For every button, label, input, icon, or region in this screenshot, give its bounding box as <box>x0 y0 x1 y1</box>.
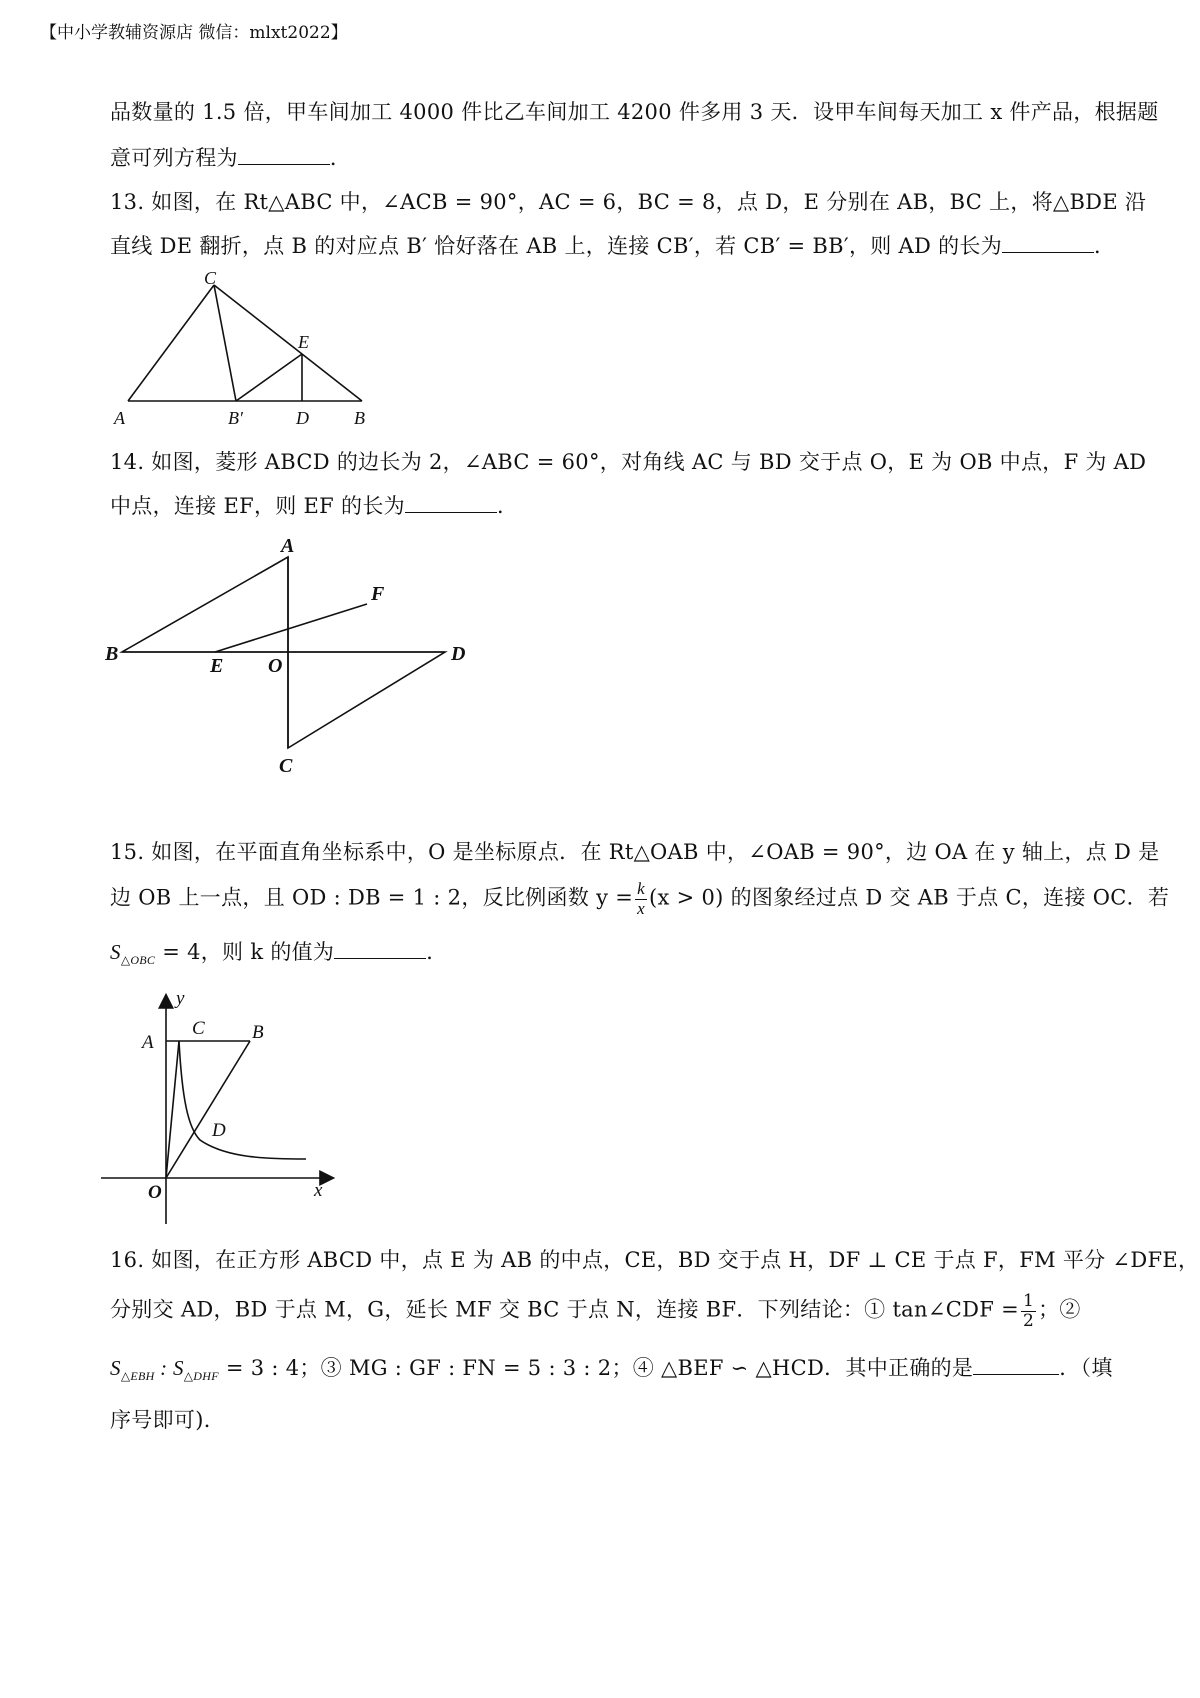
label-B: B <box>105 643 119 665</box>
q14-text: 中点，连接 EF，则 EF 的长为 <box>110 494 405 518</box>
area-subscript-DHF: △DHF <box>183 1369 219 1383</box>
answer-blank <box>405 511 497 513</box>
q16-line1: 16. 如图，在正方形 ABCD 中，点 E 为 AB 的中点，CE，BD 交于点 H，DF ⊥ CE 于点 F，FM 平分 ∠DFE， <box>110 1248 1200 1272</box>
label-C: C <box>192 1018 205 1039</box>
segment-CB <box>214 285 362 401</box>
label-Bprime: B′ <box>228 408 243 428</box>
q14-figure <box>105 532 485 782</box>
answer-blank <box>1002 251 1094 253</box>
q12-period: ． <box>329 146 352 170</box>
q13-period: ． <box>1094 234 1116 258</box>
q16-text-a: 分别交 AD，BD 于点 M，G，延长 MF 交 BC 于点 N，连接 BF．下列结论：① tan∠CDF = <box>110 1297 1019 1322</box>
label-x: x <box>314 1180 323 1201</box>
q14-period: ． <box>496 494 519 518</box>
q15-line3 <box>110 936 448 968</box>
fraction-one-half <box>1021 1292 1036 1330</box>
q15-figure <box>96 988 366 1233</box>
label-C: C <box>279 755 293 777</box>
segment-OC <box>166 1041 179 1178</box>
area-symbol: S <box>110 1356 121 1380</box>
q16-text-b: ；② <box>1038 1297 1081 1322</box>
q16-line2 <box>110 1292 1081 1330</box>
q15-text-a: 边 OB 上一点，且 OD : DB = 1 : 2，反比例函数 y = <box>110 885 634 910</box>
label-F: F <box>371 583 385 605</box>
segment-AC <box>128 285 214 401</box>
answer-blank <box>973 1373 1059 1375</box>
q15-line1: 15. 如图，在平面直角坐标系中，O 是坐标原点．在 Rt△OAB 中，∠OAB = 90°，边 OA 在 y 轴上，点 D 是 <box>110 840 1160 864</box>
label-A: A <box>114 408 125 428</box>
q13-figure <box>110 268 410 438</box>
q12-line2 <box>110 142 351 172</box>
q13-text: 直线 DE 翻折，点 B 的对应点 B′ 恰好落在 AB 上，连接 CB′，若 CB′ = BB′，则 AD 的长为 <box>110 234 1003 258</box>
fraction-numerator: k <box>637 879 645 898</box>
q15-text-b: (x > 0) 的图象经过点 D 交 AB 于点 C，连接 OC．若 <box>648 885 1170 910</box>
q14-line1: 14. 如图，菱形 ABCD 的边长为 2，∠ABC = 60°，对角线 AC 与 BD 交于点 O，E 为 OB 中点，F 为 AD <box>110 450 1147 474</box>
segment-CBprime <box>214 285 236 401</box>
label-y: y <box>176 988 185 1009</box>
fraction-numerator: 1 <box>1022 1291 1035 1311</box>
label-D: D <box>451 643 466 665</box>
q16-line3 <box>110 1352 1113 1384</box>
area-subscript: △OBC <box>120 953 156 967</box>
segment-OB <box>166 1041 250 1178</box>
label-B: B <box>354 408 365 428</box>
answer-blank <box>334 957 426 959</box>
q12-line1: 品数量的 1.5 倍，甲车间加工 4000 件比乙车间加工 4200 件多用 3 天．设甲车间每天加工 x 件产品，根据题 <box>110 100 1159 124</box>
label-C: C <box>204 268 217 288</box>
segment-BprimeE <box>236 354 302 401</box>
q15-period: ． <box>426 940 448 964</box>
area-symbol: : S <box>154 1356 184 1380</box>
label-E: E <box>298 332 309 352</box>
q13-line1: 13. 如图，在 Rt△ABC 中，∠ACB = 90°，AC = 6，BC = 8，点 D，E 分别在 AB，BC 上，将△BDE 沿 <box>110 190 1147 214</box>
label-O: O <box>148 1182 162 1203</box>
label-D: D <box>212 1120 226 1141</box>
area-symbol: S <box>110 940 121 964</box>
hyperbola-curve <box>179 1041 306 1159</box>
q12-text: 意可列方程为 <box>110 146 238 170</box>
answer-blank <box>238 163 330 165</box>
label-O: O <box>268 655 283 677</box>
label-A: A <box>142 1032 154 1053</box>
segment-EF <box>215 604 367 652</box>
q16-text-c: = 3 : 4；③ MG : GF : FN = 5 : 3 : 2；④ △BEF ∽ △HCD．其中正确的是 <box>218 1356 974 1380</box>
fraction-k-over-x <box>635 880 647 918</box>
q15-text-c: = 4，则 k 的值为 <box>155 940 335 964</box>
q14-line2 <box>110 490 518 520</box>
label-A: A <box>281 535 295 557</box>
fraction-denominator: 2 <box>1022 1310 1035 1331</box>
fraction-denominator: x <box>637 898 645 918</box>
page-header: 【中小学教辅资源店 微信：mlxt2022】 <box>40 23 348 43</box>
label-D: D <box>296 408 309 428</box>
q13-line2 <box>110 230 1115 260</box>
area-subscript-EBH: △EBH <box>120 1369 155 1383</box>
q16-text-d: ．（填 <box>1059 1356 1113 1380</box>
q16-line4: 序号即可)． <box>110 1408 225 1432</box>
q15-line2 <box>110 880 1169 918</box>
label-E: E <box>210 655 224 677</box>
label-B: B <box>252 1022 264 1043</box>
